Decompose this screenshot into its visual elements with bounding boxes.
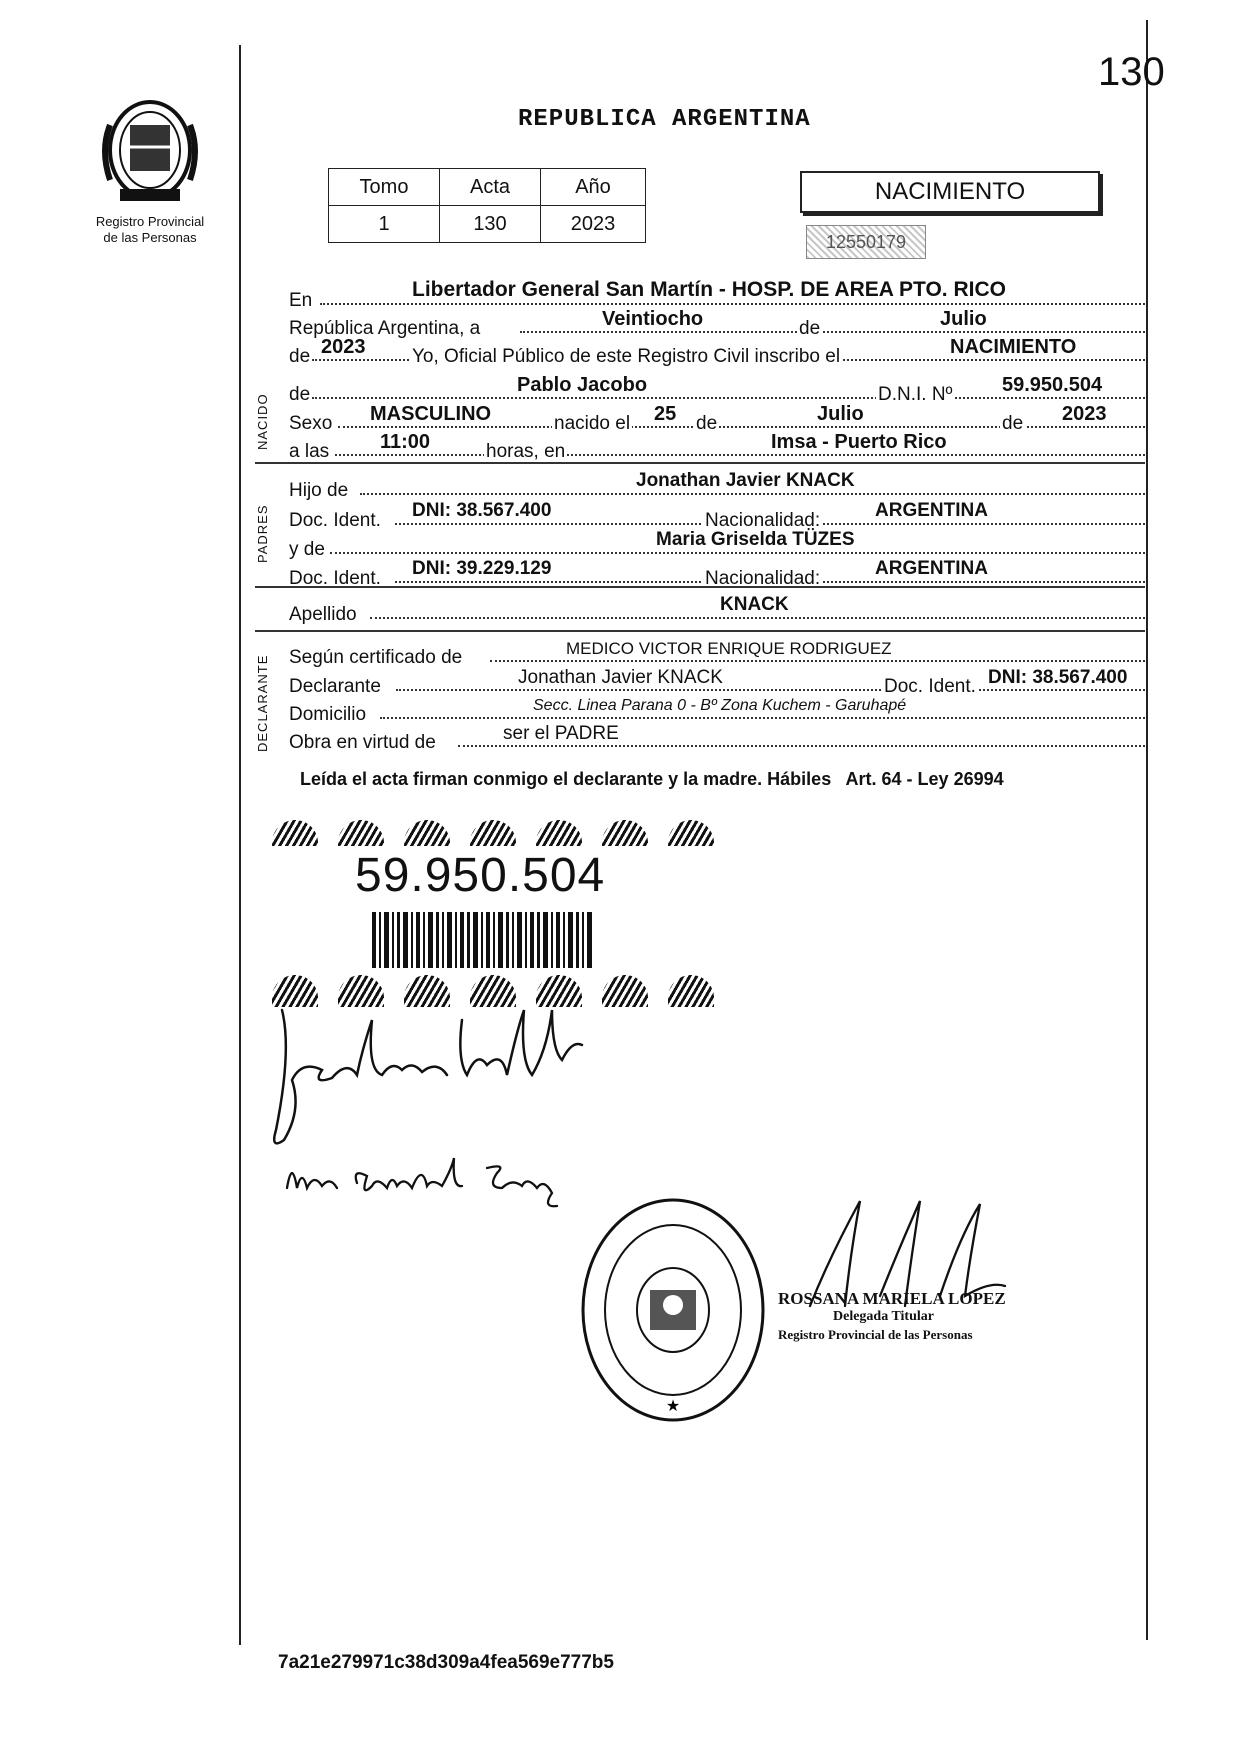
born-de2-label: de <box>1002 413 1024 434</box>
closing-statement: Leída el acta firman conmigo el declarante y la madre. Hábiles Art. 64 - Ley 26994 <box>300 769 1004 789</box>
document-hash: 7a21e279971c38d309a4fea569e777b5 <box>278 1652 614 1673</box>
father-nat-label: Nacionalidad: <box>705 510 821 531</box>
sex-label: Sexo <box>289 413 333 434</box>
place-label: En <box>289 290 313 311</box>
declarant-doc-label: Doc. Ident. <box>884 676 976 697</box>
acta-value: 130 <box>440 206 541 243</box>
surname-divider <box>255 630 1145 632</box>
page-number: 130 <box>1098 50 1165 94</box>
capacity-dots <box>458 745 1145 747</box>
barcode <box>372 912 596 968</box>
header-acta: Acta <box>440 169 541 206</box>
mother-nat-label: Nacionalidad: <box>705 568 821 589</box>
record-table <box>328 168 646 243</box>
date-de-label: de <box>799 318 821 339</box>
registry-name-line2: de las Personas <box>103 230 197 245</box>
child-dni: 59.950.504 <box>1002 374 1103 396</box>
security-stamp-code: 12550179 <box>807 226 925 258</box>
registry-logo <box>95 95 205 205</box>
security-pattern-top <box>272 820 714 846</box>
place-value: Libertador General San Martín - HOSP. DE AREA PTO. RICO <box>412 278 1006 301</box>
father-name: Jonathan Javier KNACK <box>636 470 855 491</box>
certificate-label: Según certificado de <box>289 647 463 668</box>
declarante-section-label: DECLARANTE <box>255 654 270 752</box>
father-label: Hijo de <box>289 480 349 501</box>
born-label: nacido el <box>554 413 631 434</box>
domicile-label: Domicilio <box>289 704 367 725</box>
child-name-dots <box>312 397 1145 399</box>
mother-label: y de <box>289 539 325 560</box>
surname-value: KNACK <box>720 594 789 615</box>
born-month: Julio <box>817 403 864 425</box>
domicile-value: Secc. Linea Parana 0 - Bº Zona Kuchem - Garuhapé <box>533 697 907 714</box>
born-year: 2023 <box>1062 403 1107 425</box>
surname-dots <box>370 617 1145 619</box>
tomo-value: 1 <box>329 206 440 243</box>
certificate-value: MEDICO VICTOR ENRIQUE RODRIGUEZ <box>566 639 892 658</box>
ano-value: 2023 <box>541 206 646 243</box>
provincial-seal-icon <box>95 95 205 205</box>
official-seal <box>578 1195 768 1425</box>
born-day: 25 <box>654 403 677 425</box>
capacity-value: ser el PADRE <box>503 723 619 744</box>
declarant-label: Declarante <box>289 676 381 697</box>
official-name: ROSSANA MARIELA LOPEZ <box>778 1289 1006 1308</box>
father-doc-label: Doc. Ident. <box>289 510 381 531</box>
date-dots <box>520 331 1145 333</box>
time-label: a las <box>289 441 330 462</box>
date-label: República Argentina, a <box>289 318 481 339</box>
svg-text:★: ★ <box>665 1398 681 1415</box>
place-dots <box>320 303 1145 305</box>
dni-label: D.N.I. Nº <box>878 384 953 405</box>
padres-section-label: PADRES <box>255 504 270 563</box>
born-de1-label: de <box>696 413 718 434</box>
header-ano: Año <box>541 169 646 206</box>
child-name: Pablo Jacobo <box>517 374 648 396</box>
act-value: NACIMIENTO <box>950 336 1077 358</box>
document-title: REPUBLICA ARGENTINA <box>518 106 811 133</box>
header-tomo: Tomo <box>329 169 440 206</box>
registrar-statement: Yo, Oficial Público de este Registro Civil inscribo el <box>412 346 841 367</box>
right-margin-line <box>1146 20 1148 1640</box>
birth-time: 11:00 <box>380 431 431 453</box>
delegation-seal-icon <box>578 1195 768 1425</box>
father-signature-drawing <box>262 990 612 1160</box>
mother-signature <box>282 1148 602 1218</box>
act-type-label: NACIMIENTO <box>874 178 1026 205</box>
time-dots <box>335 454 1145 456</box>
mother-dots <box>330 552 1145 554</box>
month-value: Julio <box>940 308 987 330</box>
mother-signature-drawing <box>282 1148 602 1218</box>
sex-value: MASCULINO <box>370 403 492 425</box>
domicile-dots <box>380 717 1145 719</box>
capacity-label: Obra en virtud de <box>289 732 436 753</box>
official-org: Registro Provincial de las Personas <box>778 1327 973 1342</box>
surname-label: Apellido <box>289 604 357 625</box>
father-dots <box>360 493 1145 495</box>
child-name-label: de <box>289 384 311 405</box>
mother-name: Maria Griselda TÜZES <box>656 529 855 550</box>
declarant-dots <box>396 689 1145 691</box>
certificate-dots <box>490 660 1145 662</box>
declarant-name: Jonathan Javier KNACK <box>518 667 723 688</box>
act-type-box <box>800 171 1100 213</box>
year-value: 2023 <box>321 336 366 358</box>
id-number: 59.950.504 <box>355 849 606 902</box>
mother-doc-label: Doc. Ident. <box>289 568 381 589</box>
birth-place: Imsa - Puerto Rico <box>771 431 947 453</box>
left-margin-line <box>239 45 241 1645</box>
father-nationality: ARGENTINA <box>875 500 988 521</box>
hours-label: horas, en <box>486 441 566 462</box>
official-title: Delegada Titular <box>833 1309 934 1324</box>
nacido-divider <box>255 462 1145 464</box>
declarant-doc: DNI: 38.567.400 <box>988 667 1128 688</box>
father-signature <box>262 990 612 1160</box>
father-doc: DNI: 38.567.400 <box>412 500 552 521</box>
year-label: de <box>289 346 311 367</box>
mother-nationality: ARGENTINA <box>875 558 988 579</box>
padres-divider <box>255 586 1145 588</box>
mother-doc: DNI: 39.229.129 <box>412 558 552 579</box>
nacido-section-label: NACIDO <box>255 393 270 450</box>
registry-name-line1: Registro Provincial <box>95 214 205 229</box>
security-stamp <box>806 225 926 259</box>
day-value: Veintiocho <box>602 308 704 330</box>
